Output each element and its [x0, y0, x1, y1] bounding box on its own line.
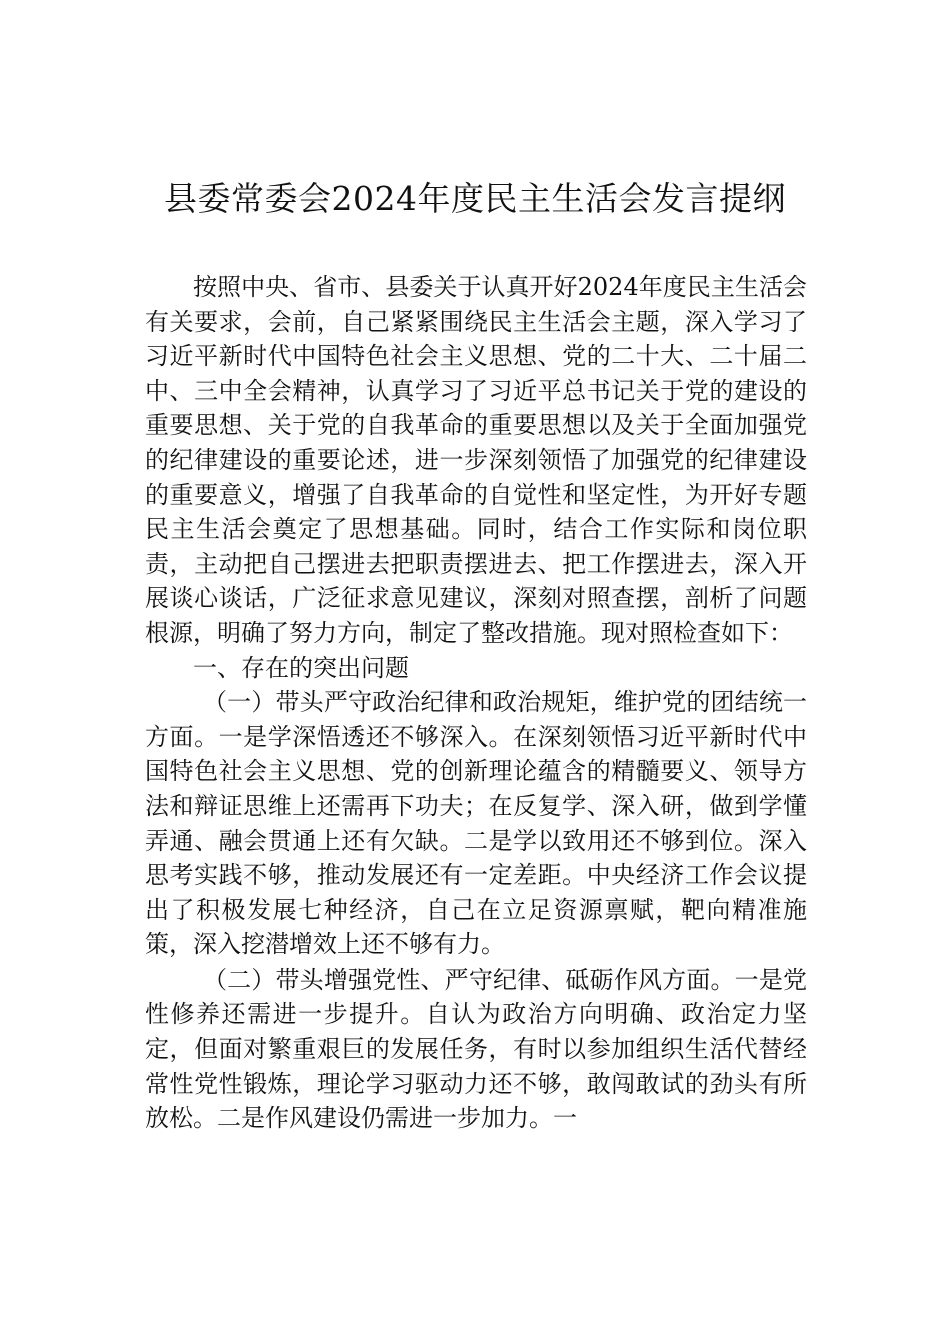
item-paragraph-1: （一）带头严守政治纪律和政治规矩，维护党的团结统一方面。一是学深悟透还不够深入。在深刻领悟习近平新时代中国特色社会主义思想、党的创新理论蕴含的精髓要义、领导方法和辩证思维上还需再下功夫；在反复学、深入研，做到学懂弄通、融会贯通上还有欠缺。二是学以致用还不够到位。深入思考实践不够，推动发展还有一定差距。中央经济工作会议提出了积极发展七种经济，自己在立足资源禀赋，靶向精准施策，深入挖潜增效上还不够有力。 [145, 688, 807, 959]
document-body [145, 270, 807, 1136]
intro-paragraph: 按照中央、省市、县委关于认真开好2024年度民主生活会有关要求，会前，自己紧紧围绕民主生活会主题，深入学习了习近平新时代中国特色社会主义思想、党的二十大、二十届二中、三中全会精神，认真学习了习近平总书记关于党的建设的重要思想、关于党的自我革命的重要思想以及关于全面加强党的纪律建设的重要论述，进一步深刻领悟了加强党的纪律建设的重要意义，增强了自我革命的自觉性和坚定性，为开好专题民主生活会奠定了思想基础。同时，结合工作实际和岗位职责，主动把自己摆进去把职责摆进去、把工作摆进去，深入开展谈心谈话，广泛征求意见建议，深刻对照查摆，剖析了问题根源，明确了努力方向，制定了整改措施。现对照检查如下： [145, 273, 807, 647]
document-title: 县委常委会2024年度民主生活会发言提纲 [164, 179, 786, 218]
section-heading: 一、存在的突出问题 [193, 653, 409, 682]
item-paragraph-2: （二）带头增强党性、严守纪律、砥砺作风方面。一是党性修养还需进一步提升。自认为政治方向明确、政治定力坚定，但面对繁重艰巨的发展任务，有时以参加组织生活代替经常性党性锻炼，理论学习驱动力还不够，敢闯敢试的劲头有所放松。二是作风建设仍需进一步加力。一 [145, 965, 807, 1133]
